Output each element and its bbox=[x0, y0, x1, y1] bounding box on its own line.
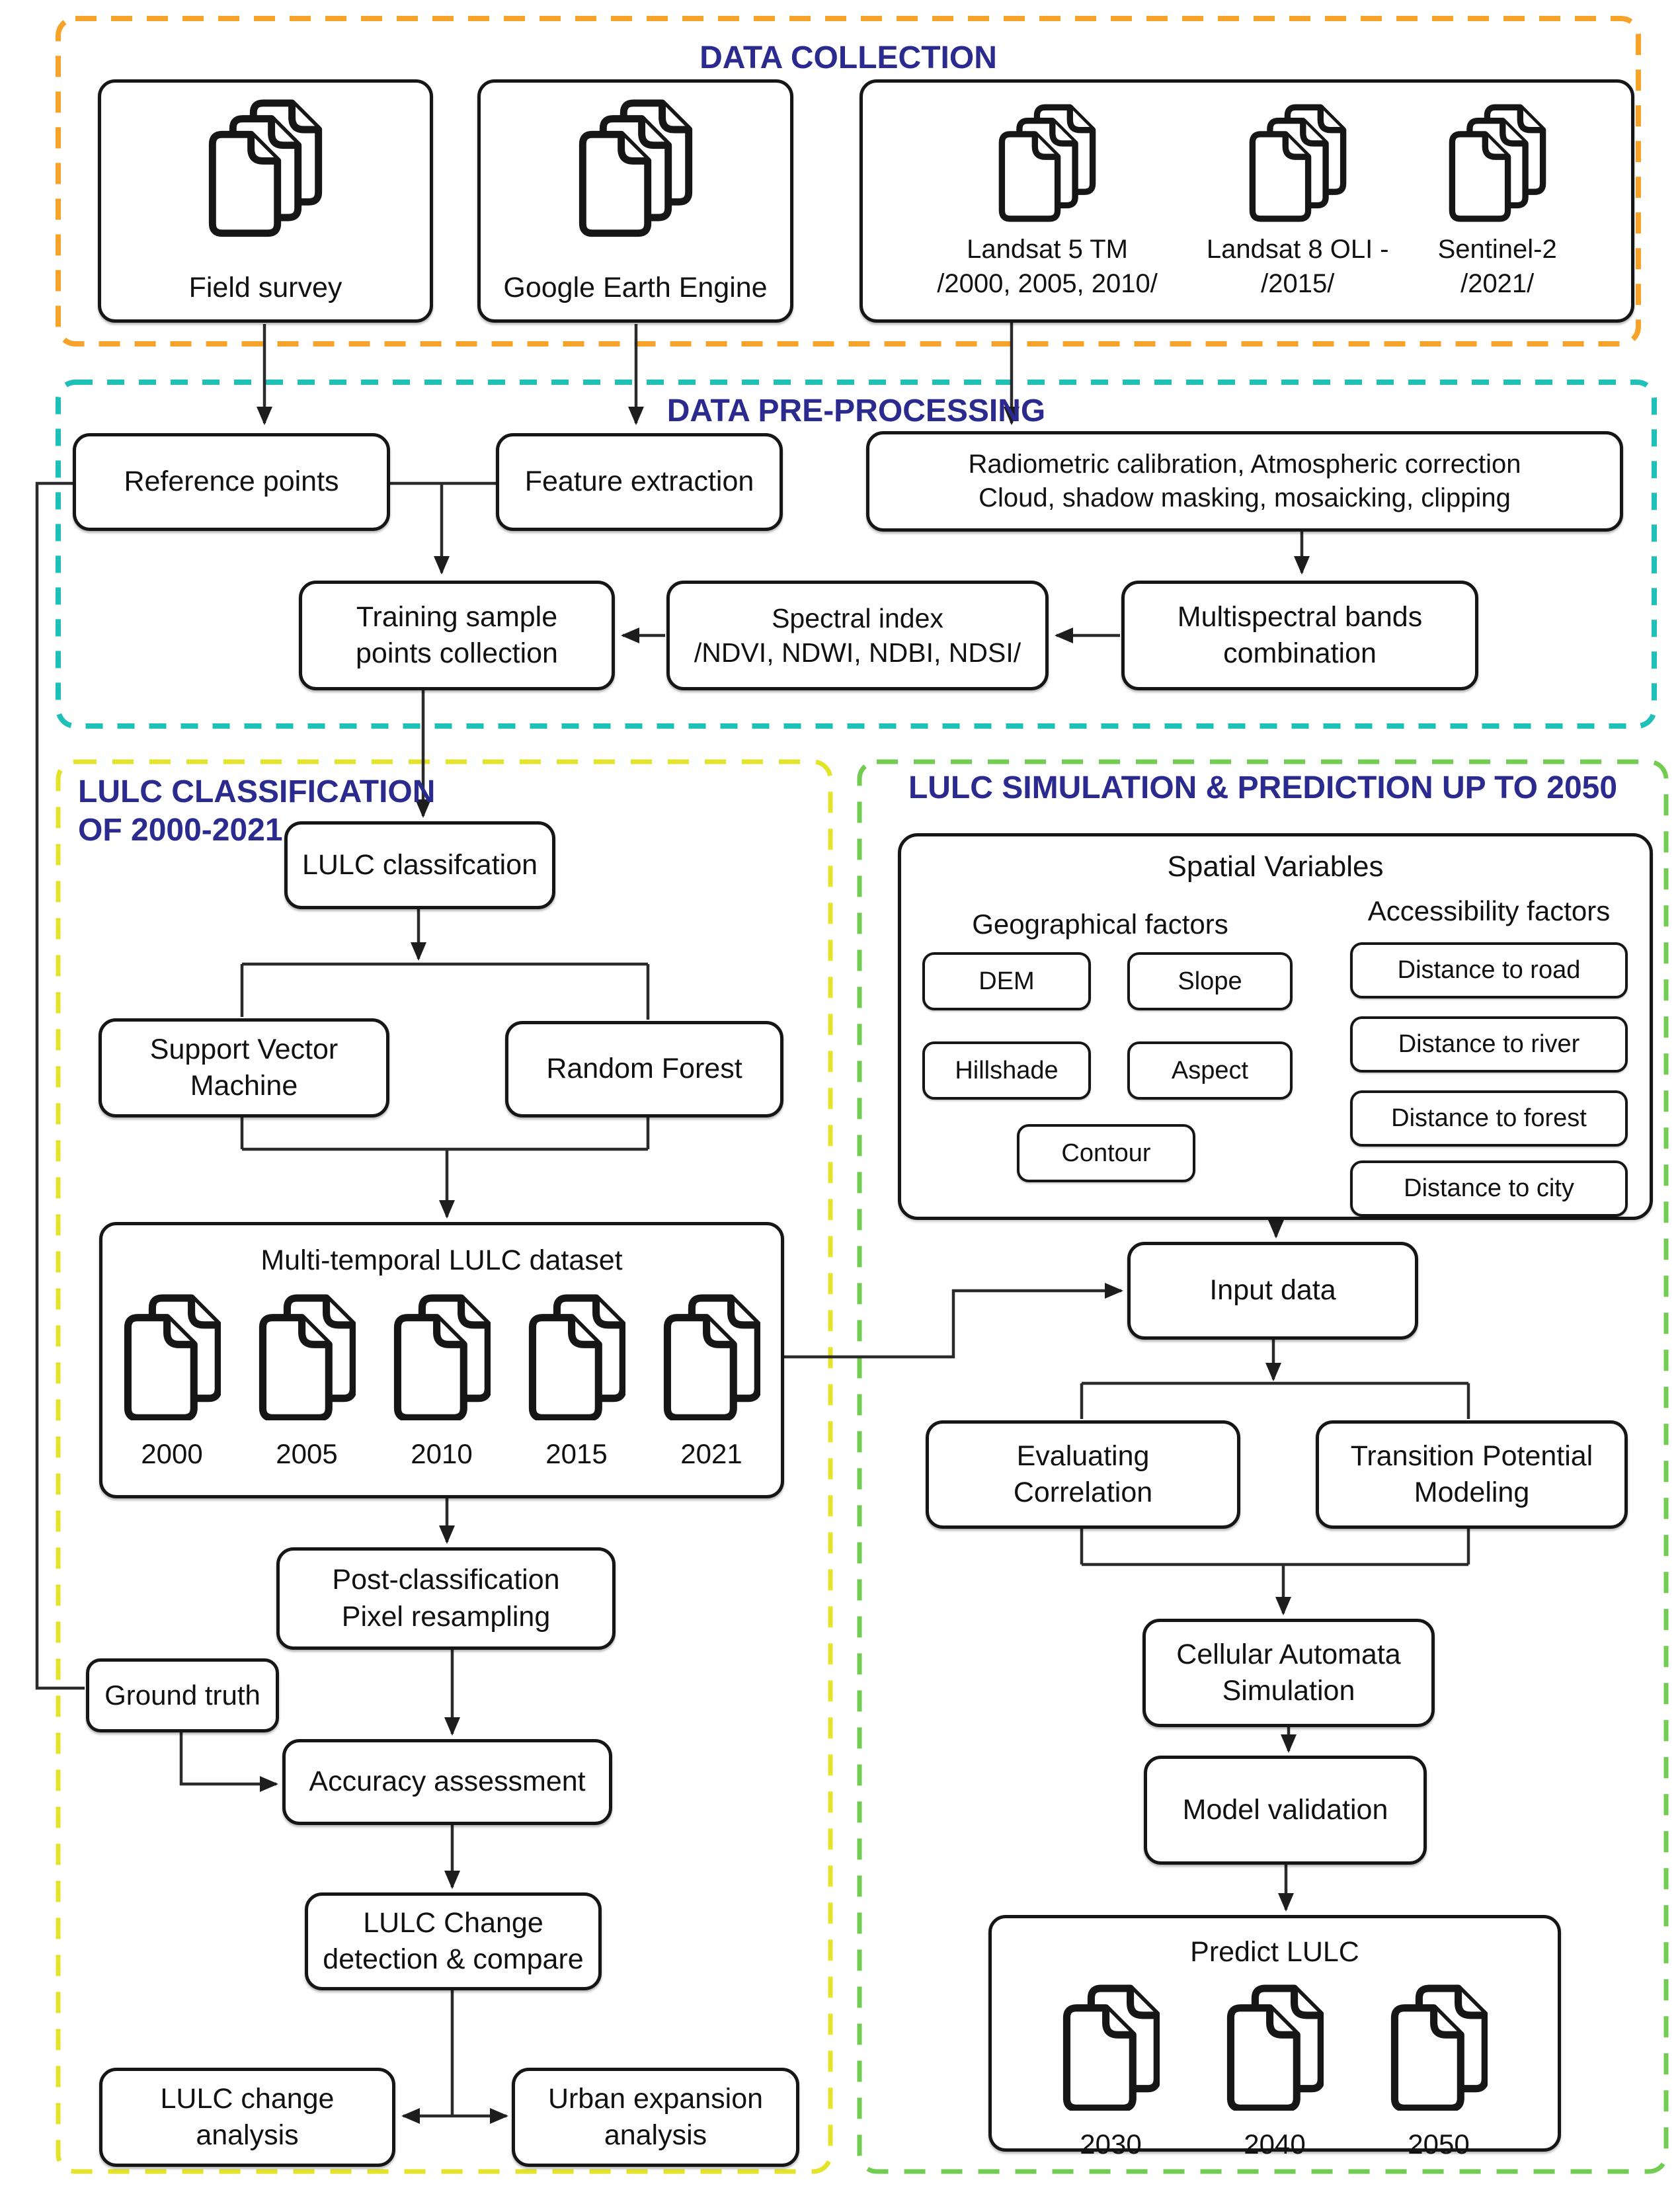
urban-line1: Urban expansion bbox=[547, 2082, 764, 2115]
file-stack-icon bbox=[1248, 101, 1347, 232]
post-line2: Pixel resampling bbox=[341, 1600, 551, 1633]
file-stack-icon bbox=[208, 96, 323, 247]
file-stack-icon bbox=[123, 1291, 221, 1430]
post-line1: Post-classification bbox=[332, 1564, 560, 1596]
lulc-change-line2: analysis bbox=[196, 2119, 299, 2151]
slope-label: Slope bbox=[1178, 967, 1242, 995]
ground-truth-label: Ground truth bbox=[104, 1680, 260, 1711]
distance-to-road-label: Distance to road bbox=[1397, 956, 1581, 984]
input-data-label: Input data bbox=[1209, 1274, 1336, 1307]
predict-year-group bbox=[1390, 1981, 1488, 2162]
radiometric-line2: Cloud, shadow masking, mosaicking, clipping bbox=[979, 483, 1511, 512]
hillshade-label: Hillshade bbox=[955, 1056, 1059, 1084]
transition-line2: Modeling bbox=[1414, 1477, 1530, 1508]
field-survey-box bbox=[98, 79, 433, 323]
eval-line1: Evaluating bbox=[1016, 1440, 1150, 1472]
contour-label: Contour bbox=[1061, 1139, 1151, 1167]
file-stack-icon bbox=[578, 96, 694, 247]
change-detection-box bbox=[305, 1892, 602, 1990]
access-factor-river bbox=[1350, 1016, 1628, 1073]
reference-points-label: Reference points bbox=[124, 466, 339, 498]
geo-factor-aspect bbox=[1127, 1041, 1293, 1100]
random-forest-label: Random Forest bbox=[546, 1053, 742, 1085]
multispectral-bands-box bbox=[1121, 581, 1478, 690]
dataset-year-group bbox=[123, 1291, 221, 1472]
section-title-data-collection: DATA COLLECTION bbox=[700, 40, 997, 75]
model-validation-label: Model validation bbox=[1182, 1793, 1388, 1826]
lulc-classification-box bbox=[284, 821, 555, 909]
dataset-year-label: 2005 bbox=[276, 1438, 338, 1470]
eval-line2: Correlation bbox=[1013, 1477, 1153, 1508]
predict-title: Predict LULC bbox=[1190, 1936, 1359, 1968]
access-factor-city bbox=[1350, 1160, 1628, 1217]
dataset-title: Multi-temporal LULC dataset bbox=[260, 1244, 623, 1276]
feature-extraction-box bbox=[496, 433, 783, 531]
distance-to-forest-label: Distance to forest bbox=[1391, 1104, 1587, 1132]
access-factor-road bbox=[1350, 942, 1628, 998]
predict-year-label: 2040 bbox=[1244, 2129, 1306, 2160]
predict-lulc-box bbox=[988, 1915, 1561, 2160]
geo-factor-dem bbox=[922, 952, 1091, 1010]
dataset-year-group bbox=[528, 1291, 625, 1472]
spectral-line1: Spectral index bbox=[772, 602, 943, 633]
dataset-year-label: 2015 bbox=[545, 1438, 608, 1470]
distance-to-city-label: Distance to city bbox=[1404, 1174, 1574, 1202]
satellite-source-landsat8 bbox=[1207, 101, 1389, 301]
file-stack-icon bbox=[258, 1291, 356, 1430]
aspect-label: Aspect bbox=[1171, 1056, 1249, 1084]
file-stack-icon bbox=[393, 1291, 491, 1430]
satellite-name: Landsat 8 OLI - bbox=[1206, 235, 1389, 264]
accessibility-factors-label: Accessibility factors bbox=[1367, 895, 1611, 926]
dataset-year-label: 2010 bbox=[411, 1438, 473, 1470]
satellite-name: Landsat 5 TM bbox=[967, 235, 1128, 264]
file-stack-icon bbox=[1448, 101, 1547, 232]
accuracy-assessment-box bbox=[282, 1739, 612, 1825]
spatial-variables-label: Spatial Variables bbox=[1167, 850, 1384, 883]
dataset-year-label: 2000 bbox=[141, 1438, 203, 1470]
access-factor-forest bbox=[1350, 1090, 1628, 1147]
file-stack-icon bbox=[998, 101, 1097, 232]
section-title-simulation: LULC SIMULATION & PREDICTION UP TO 2050 bbox=[908, 770, 1618, 805]
dataset-year-label: 2021 bbox=[680, 1438, 742, 1470]
geo-factor-slope bbox=[1127, 952, 1293, 1010]
change-line1: LULC Change bbox=[363, 1906, 543, 1939]
spectral-index-box bbox=[666, 581, 1049, 690]
transition-line1: Transition Potential bbox=[1350, 1440, 1593, 1472]
google-earth-engine-box bbox=[477, 79, 793, 323]
section-title-classification-line1: LULC CLASSIFICATION bbox=[78, 774, 436, 809]
training-line1: Training sample bbox=[356, 600, 558, 633]
file-stack-icon bbox=[1226, 1981, 1324, 2120]
training-sample-box bbox=[299, 581, 615, 690]
reference-points-box bbox=[73, 433, 390, 531]
satellite-source-landsat5 bbox=[937, 101, 1158, 301]
cellular-automata-box bbox=[1142, 1619, 1435, 1727]
urban-expansion-box bbox=[512, 2068, 799, 2167]
ca-line1: Cellular Automata bbox=[1176, 1638, 1401, 1670]
radiometric-line1: Radiometric calibration, Atmospheric correction bbox=[968, 449, 1521, 479]
input-data-box bbox=[1127, 1242, 1418, 1340]
multitemporal-dataset-box bbox=[99, 1222, 784, 1498]
lulc-classification-label: LULC classifcation bbox=[301, 848, 538, 881]
evaluating-correlation-box bbox=[926, 1420, 1240, 1529]
dataset-year-group bbox=[662, 1291, 760, 1472]
transition-potential-box bbox=[1316, 1420, 1628, 1529]
radiometric-calibration-box bbox=[866, 431, 1623, 532]
feature-extraction-label: Feature extraction bbox=[524, 466, 754, 498]
change-line2: detection & compare bbox=[323, 1943, 584, 1975]
satellite-sources-box bbox=[860, 79, 1634, 323]
section-title-classification-line2: OF 2000-2021 bbox=[78, 813, 283, 848]
urban-line2: analysis bbox=[604, 2119, 707, 2151]
satellite-name: Sentinel-2 bbox=[1437, 235, 1557, 264]
section-title-preprocessing: DATA PRE-PROCESSING bbox=[666, 393, 1046, 428]
ground-truth-box bbox=[86, 1658, 279, 1732]
lulc-change-analysis-box bbox=[99, 2068, 395, 2167]
distance-to-river-label: Distance to river bbox=[1398, 1030, 1580, 1058]
post-classification-box bbox=[276, 1547, 616, 1650]
google-earth-engine-label: Google Earth Engine bbox=[503, 272, 768, 304]
predict-year-group bbox=[1062, 1981, 1160, 2162]
geo-factor-contour bbox=[1017, 1124, 1195, 1182]
satellite-years: /2021/ bbox=[1460, 269, 1535, 299]
satellite-years: /2000, 2005, 2010/ bbox=[937, 269, 1158, 299]
training-line2: points collection bbox=[356, 637, 558, 669]
predict-year-label: 2030 bbox=[1080, 2129, 1142, 2160]
geographical-factors-label: Geographical factors bbox=[972, 909, 1228, 940]
random-forest-box bbox=[505, 1021, 783, 1117]
satellite-years: /2015/ bbox=[1261, 269, 1335, 299]
multispectral-line2: combination bbox=[1223, 637, 1377, 669]
predict-year-label: 2050 bbox=[1408, 2129, 1470, 2160]
file-stack-icon bbox=[1390, 1981, 1488, 2120]
dataset-year-group bbox=[393, 1291, 491, 1472]
lulc-change-line1: LULC change bbox=[160, 2082, 335, 2115]
file-stack-icon bbox=[528, 1291, 625, 1430]
svm-line2: Machine bbox=[190, 1070, 298, 1102]
dataset-year-group bbox=[258, 1291, 356, 1472]
svm-line1: Support Vector bbox=[149, 1033, 339, 1065]
satellite-source-sentinel2 bbox=[1438, 101, 1557, 301]
support-vector-machine-box bbox=[99, 1018, 389, 1117]
multispectral-line1: Multispectral bands bbox=[1177, 600, 1423, 633]
dem-label: DEM bbox=[979, 967, 1035, 995]
field-survey-label: Field survey bbox=[188, 272, 342, 304]
accuracy-label: Accuracy assessment bbox=[309, 1766, 586, 1798]
predict-year-group bbox=[1226, 1981, 1324, 2162]
ca-line2: Simulation bbox=[1222, 1675, 1355, 1707]
geo-factor-hillshade bbox=[922, 1041, 1091, 1100]
file-stack-icon bbox=[662, 1291, 760, 1430]
spectral-line2: /NDVI, NDWI, NDBI, NDSI/ bbox=[694, 637, 1021, 668]
file-stack-icon bbox=[1062, 1981, 1160, 2120]
model-validation-box bbox=[1144, 1756, 1427, 1865]
